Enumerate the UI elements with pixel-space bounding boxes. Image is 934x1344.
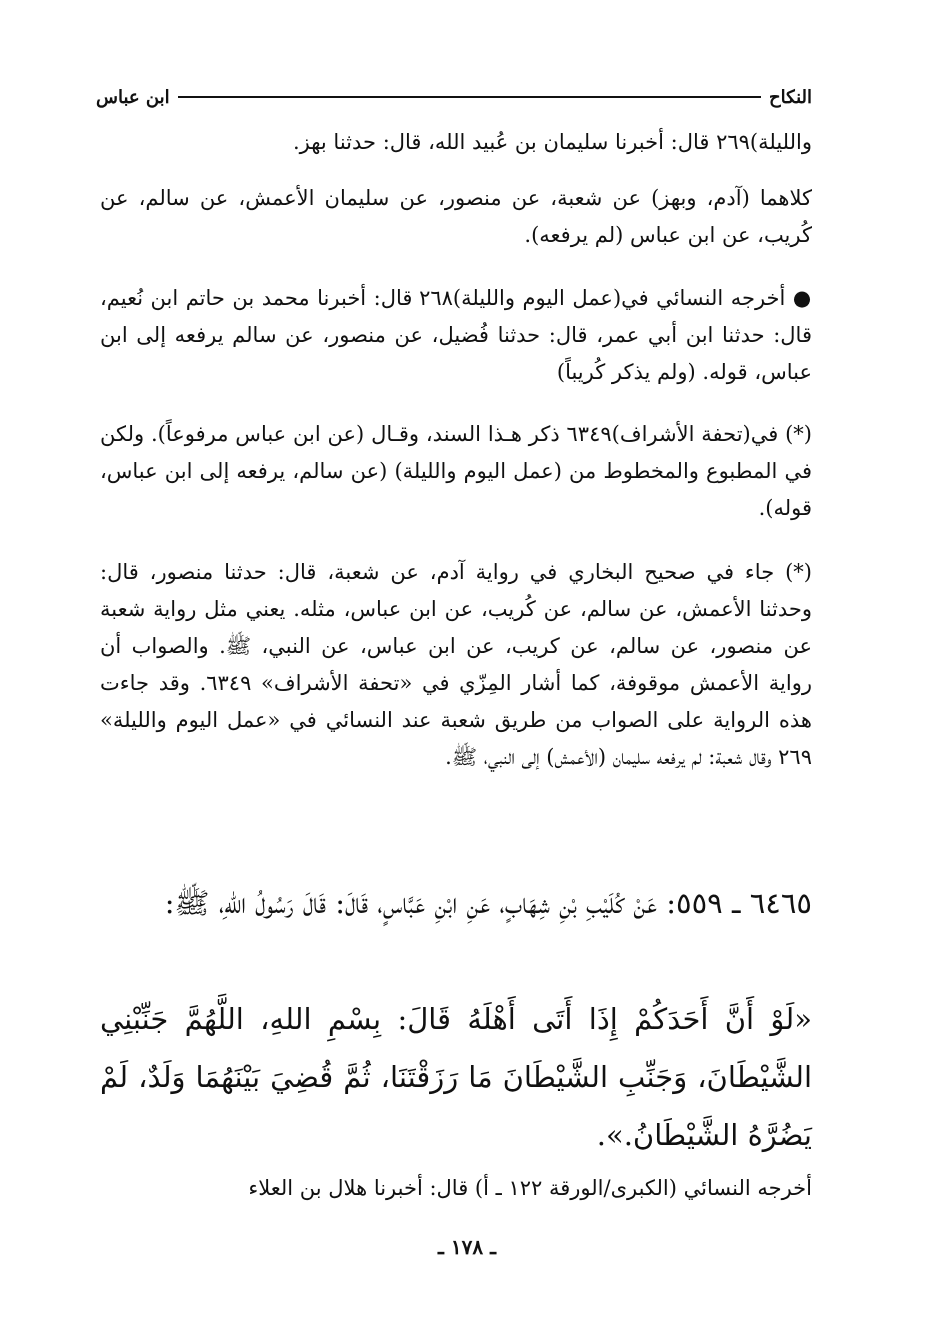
section-title: ابن عباس bbox=[96, 86, 170, 108]
running-header bbox=[96, 82, 812, 112]
note-tuhfat-al-ashraf: (*) في(تحفة الأشراف)٦٣٤٩ ذكر هـذا السند، وقـال (عن ابن عباس مرفوعاً). ولكن في المطبوع والمخطوط من (عمل اليوم والليلة) (عن سالم، يرفعه إلى ابن عباس، قوله). bbox=[100, 422, 812, 520]
closing-takhrij-line: أخرجه النسائي (الكبرى/الورقة ١٢٢ ـ أ) قال: أخبرنا هلال بن العلاء bbox=[248, 1176, 812, 1200]
header-rule bbox=[178, 96, 761, 98]
note-sahih-bukhari: (*) جاء في صحيح البخاري في رواية آدم، عن شعبة، قال: حدثنا منصور، قال: وحدثنا الأعمش، عن سالم، عن كُريب، عن ابن عباس، مثله. يعني مثل رواية شعبة عن منصور، عن سالم، عن كريب، عن ابن عباس، عن النبي، ﷺ. والصواب أن رواية الأعمش موقوفة، كما أشار المِزّي في «تحفة الأشراف» ٦٣٤٩. وقد جاءت هذه الرواية على الصواب من طريق شعبة عند النسائي في «عمل اليوم والليلة» ٢٦٩ وقال شعبة: لم يرفعه سليمان (الأعمش) إلى النبي، ﷺ. bbox=[100, 560, 812, 769]
paragraph-continuation: والليلة)٢٦٩ قال: أخبرنا سليمان بن عُبيد الله، قال: حدثنا بهز. bbox=[292, 130, 812, 154]
page-number: ـ ١٧٨ ـ bbox=[438, 1235, 496, 1259]
chapter-title: النكاح bbox=[769, 86, 812, 108]
hadith-text: «لَوْ أَنَّ أَحَدَكُمْ إِذَا أَتَى أَهْلَهُ قَالَ: بِسْمِ اللهِ، اللَّهُمَّ جَنِّبْنِي الشَّيْطَانَ، وَجَنِّبِ الشَّيْطَانَ مَا رَزَقْتَنَا، ثُمَّ قُضِيَ بَيْنَهُمَا وَلَدٌ، لَمْ يَضُرَّهُ الشَّيْطَانُ.». bbox=[100, 1002, 812, 1152]
paragraph-nasai-takhrij: ● أخرجه النسائي في(عمل اليوم والليلة)٢٦٨ قال: أخبرنا محمد بن حاتم ابن نُعيم، قال: حدثنا ابن أبي عمر، قال: حدثنا فُضيل، عن منصور، عن سالم يرفعه إلى ابن عباس، قوله. (ولم يذكر كُريباً) bbox=[100, 286, 812, 384]
paragraph-chain: كلاهما (آدم، وبهز) عن شعبة، عن منصور، عن سليمان الأعمش، عن سالم، عن كُريب، عن ابن عباس (لم يرفعه). bbox=[100, 186, 812, 247]
hadith-heading: ٦٤٦٥ ـ ٥٥٩: عَنْ كُلَيْبِ بْنِ شِهَابٍ، عَنِ ابْنِ عَبَّاسٍ، قَالَ: قَالَ رَسُولُ اللهِ، ﷺ: bbox=[164, 886, 812, 920]
